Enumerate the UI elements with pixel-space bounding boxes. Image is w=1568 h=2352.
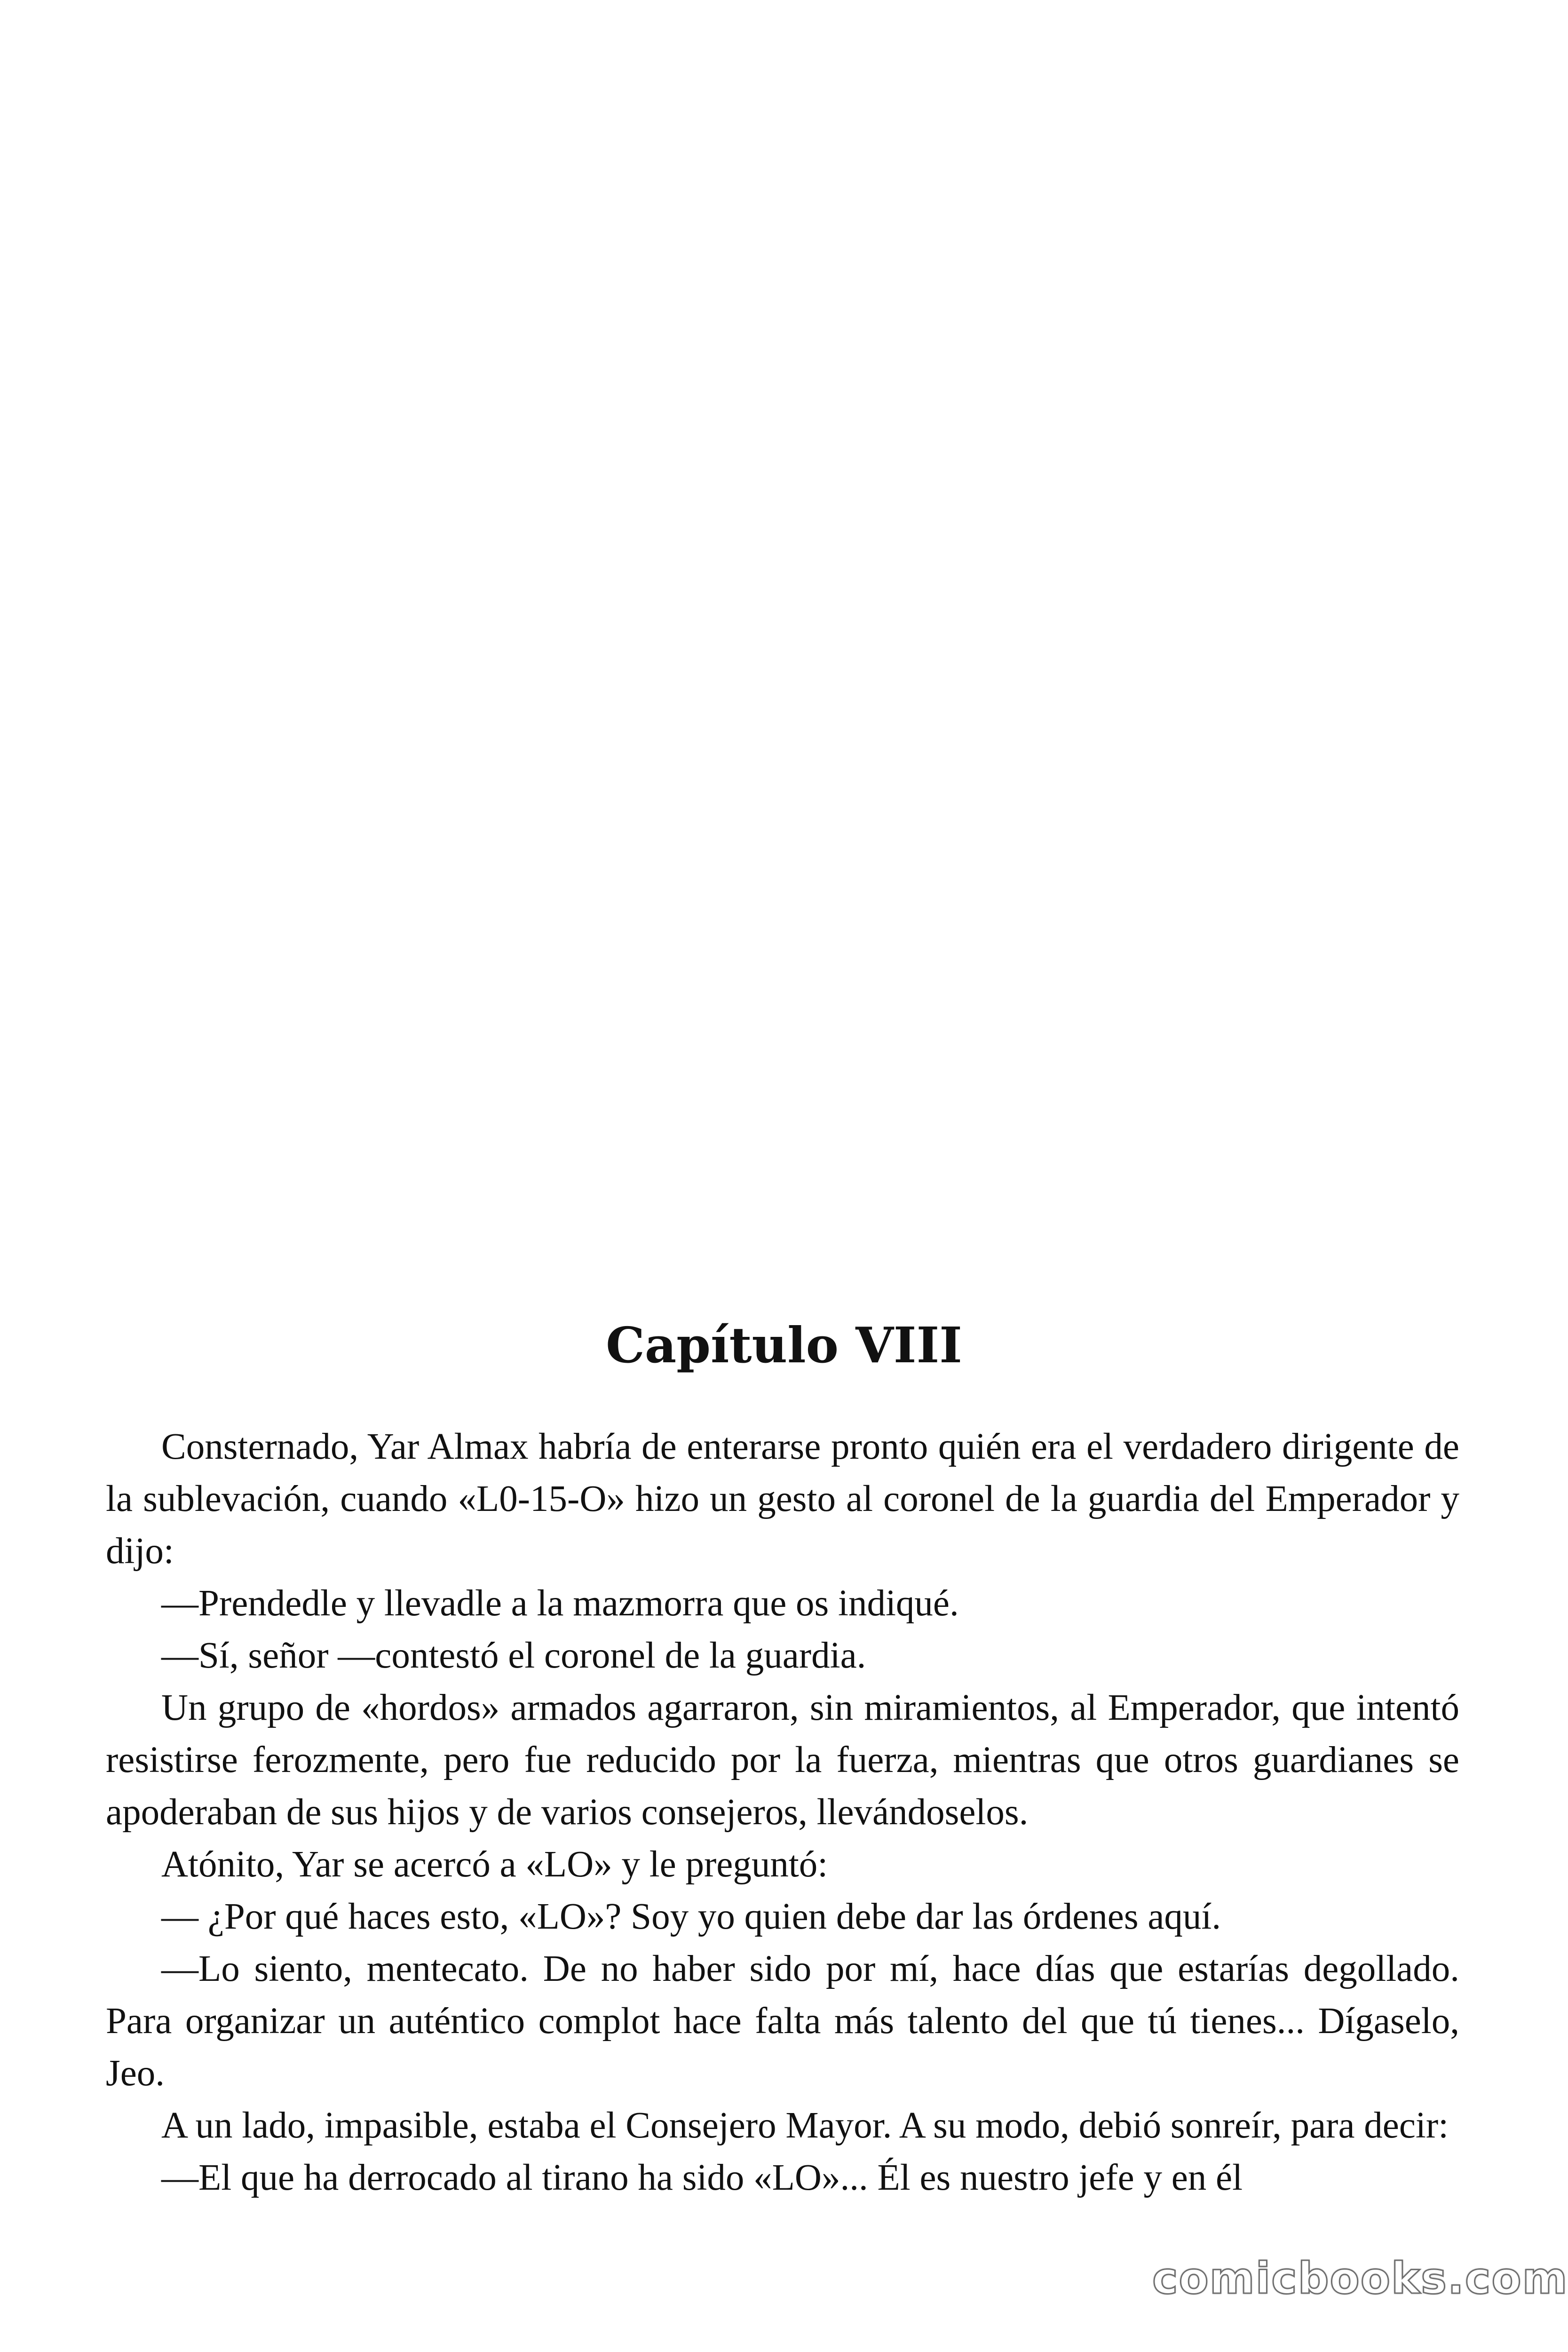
paragraph-1: Consternado, Yar Almax habría de enterarse pronto quién era el verdadero dirigente de la sublevación, cuando «L0-15-O» hizo un gesto al coronel de la guardia del Emperador y dijo:: [106, 1426, 1459, 1572]
paragraph-2: —Prendedle y llevadle a la mazmorra que os indiqué.: [161, 1583, 959, 1624]
paragraph-3: —Sí, señor —contestó el coronel de la guardia.: [161, 1635, 866, 1676]
chapter-title: Capítulo VIII: [606, 1316, 962, 1374]
site-watermark: comicbooks.com: [1152, 2253, 1568, 2304]
paragraph-8: A un lado, impasible, estaba el Consejero Mayor. A su modo, debió sonreír, para decir:: [161, 2105, 1449, 2146]
paragraph-4: Un grupo de «hordos» armados agarraron, sin miramientos, al Emperador, que intentó resistirse ferozmente, pero fue reducido por la fuerza, mientras que otros guardianes se apoderaban de sus hijos y de varios consejeros, llevándoselos.: [106, 1687, 1459, 1833]
chapter-body: [106, 1421, 1459, 2204]
paragraph-6: — ¿Por qué haces esto, «LO»? Soy yo quien debe dar las órdenes aquí.: [161, 1896, 1221, 1937]
paragraph-7: —Lo siento, mentecato. De no haber sido por mí, hace días que estarías degollado. Para organizar un auténtico complot hace falta más talento del que tú tienes... Dígaselo, Jeo.: [106, 1948, 1459, 2094]
paragraph-5: Atónito, Yar se acercó a «LO» y le preguntó:: [161, 1844, 828, 1885]
paragraph-9: —El que ha derrocado al tirano ha sido «LO»... Él es nuestro jefe y en él: [161, 2157, 1243, 2198]
